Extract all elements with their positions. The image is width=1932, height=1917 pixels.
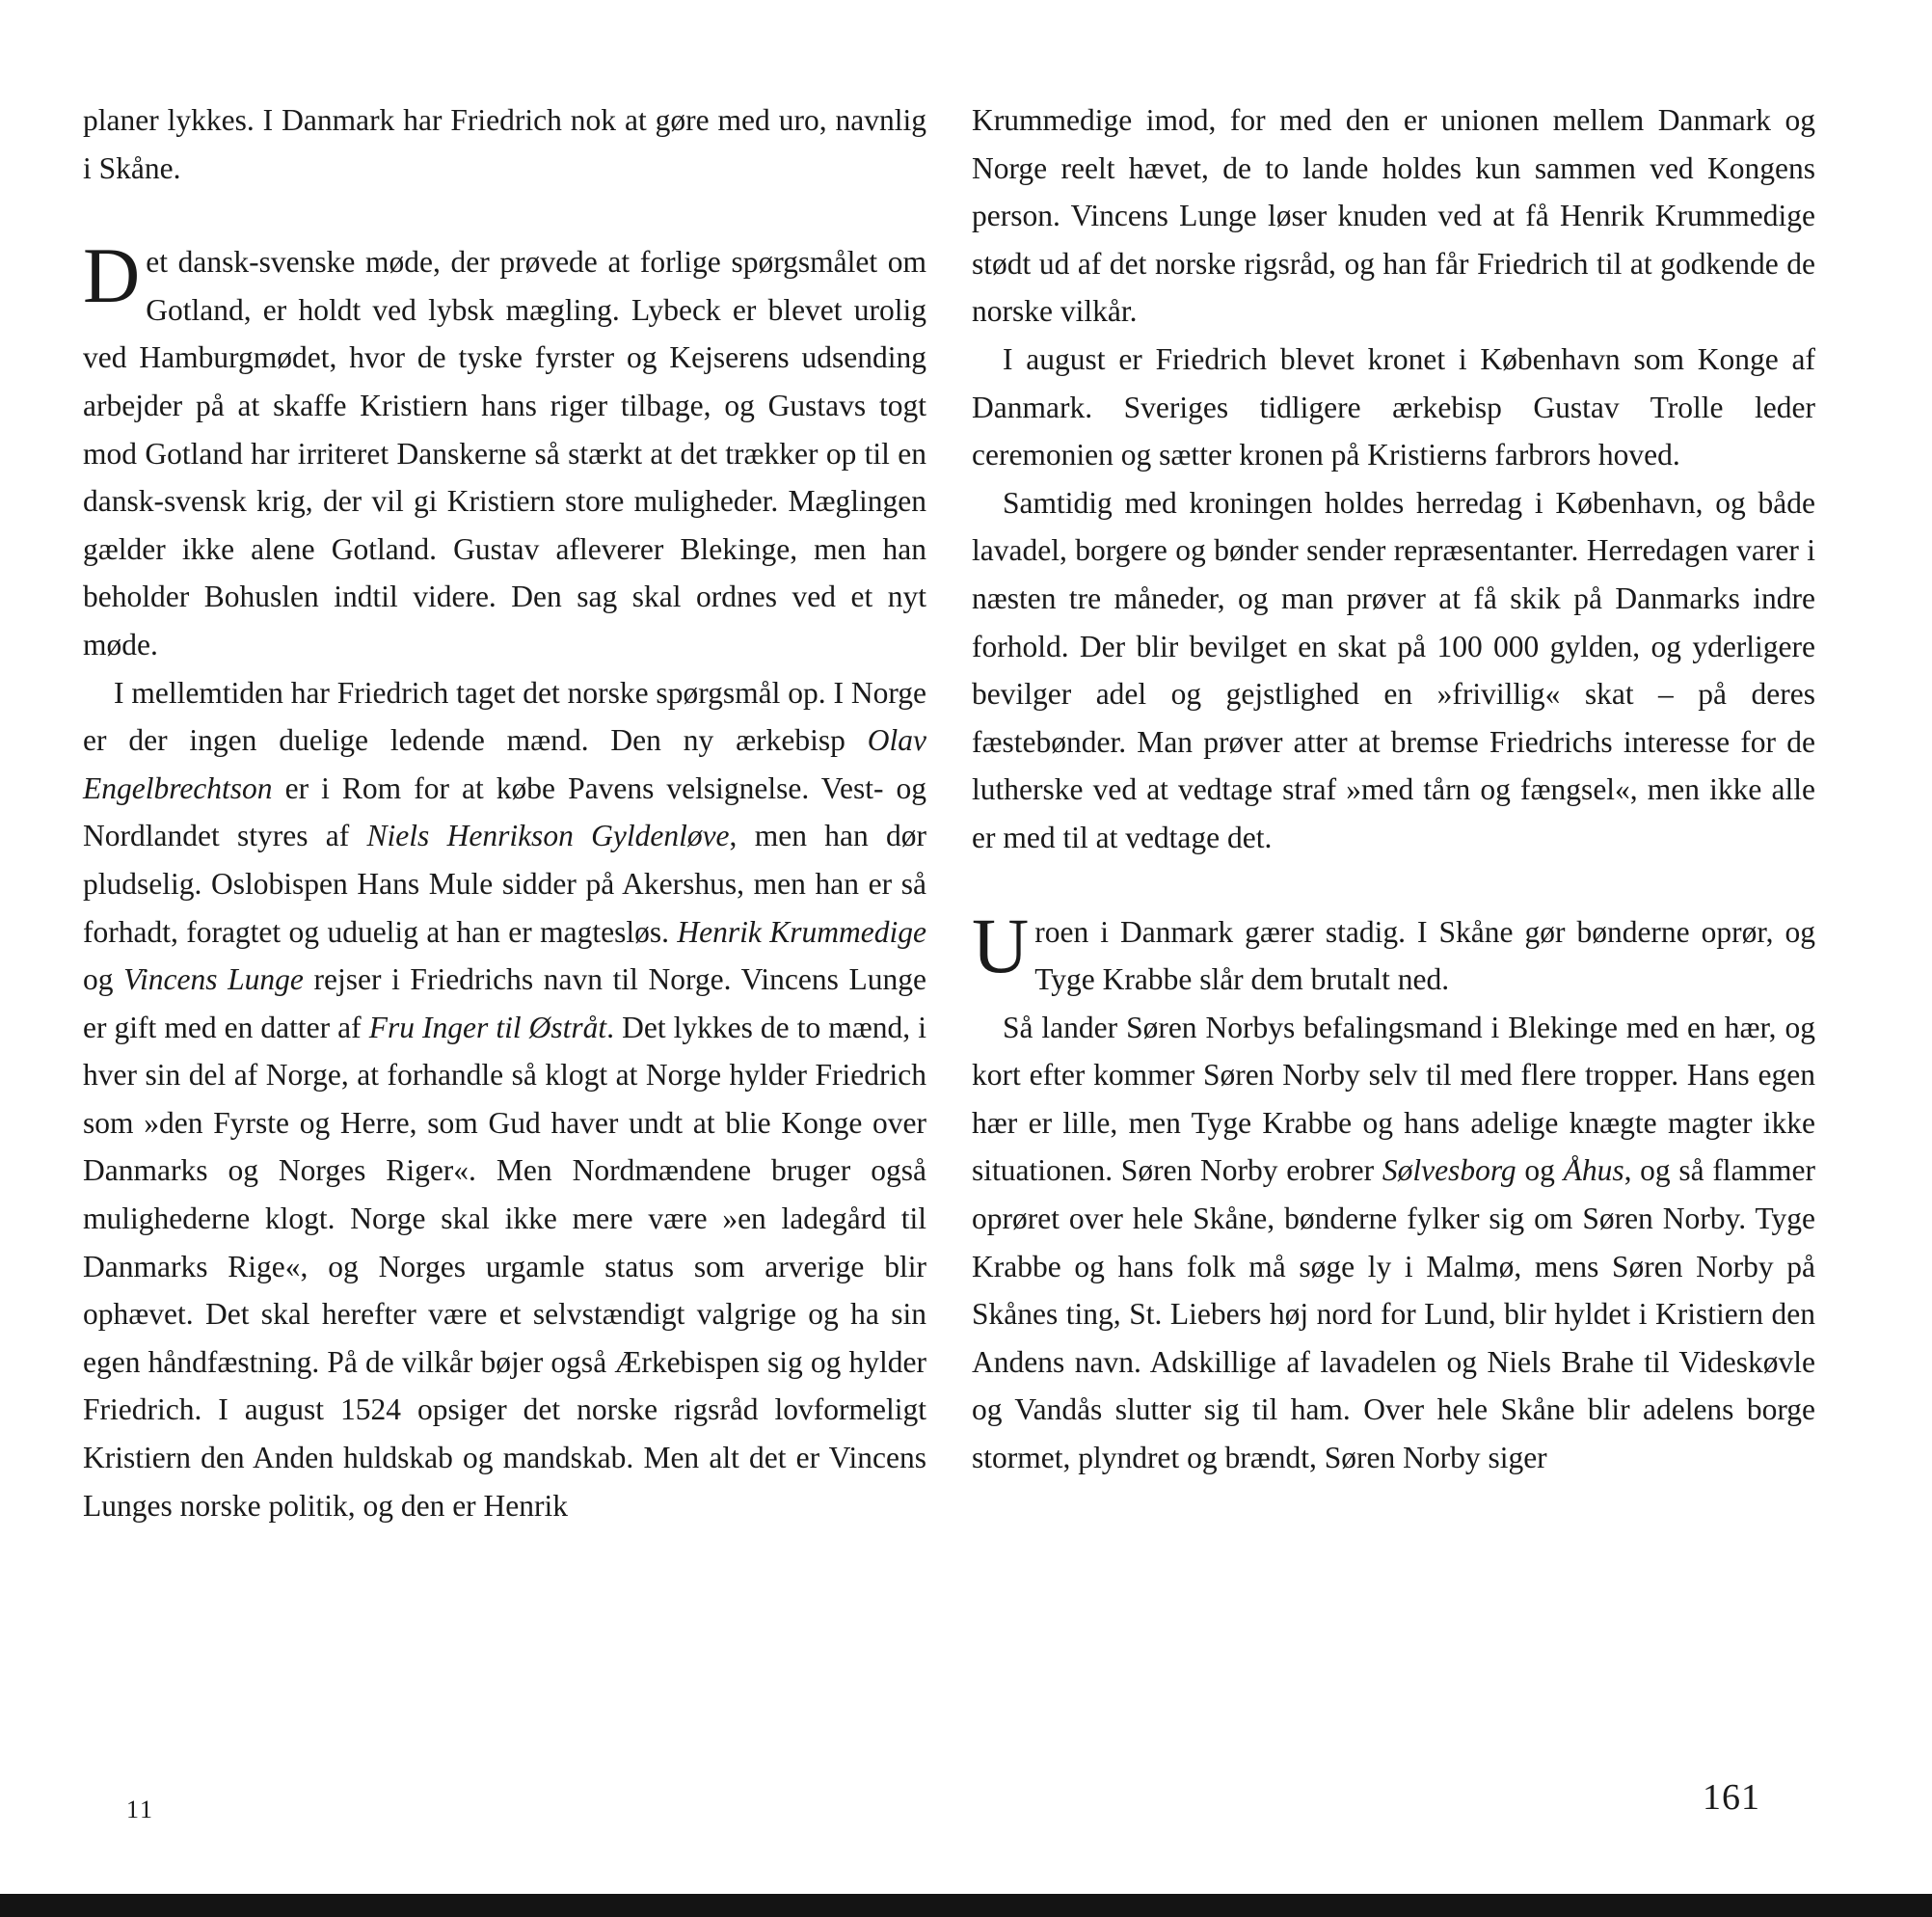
paragraph (83, 669, 926, 1530)
right-column (972, 96, 1815, 1482)
paragraph (972, 1004, 1815, 1482)
paragraph-text: Krummedige imod, for med den er unionen mellem Danmark og Norge reelt hævet, de to lande holdes kun sammen ved Kongens person. Vincens Lunge løser knuden ved at få Henrik Krummedige stødt ud af det norske rigsråd, og han får Friedrich til at godkende de norske vilkår. (972, 103, 1815, 329)
paragraph-text: roen i Danmark gærer stadig. I Skåne gør bønderne oprør, og Tyge Krabbe slår dem brutalt ned. (1034, 914, 1815, 997)
paragraph-text: I august er Friedrich blevet kronet i København som Konge af Danmark. Sveriges tidligere ærkebisp Gustav Trolle leder ceremonien og sætter kronen på Kristierns farbrors hoved. (972, 341, 1815, 472)
paragraph-text: planer lykkes. I Danmark har Friedrich nok at gøre med uro, navnlig i Skåne. (83, 103, 926, 185)
paragraph-text: Samtidig med kroningen holdes herredag i København, og både lavadel, borgere og bønder sender repræsentanter. Herredagen varer i næsten tre måneder, og man prøver at få skik på Danmarks indre forhold. Der blir bevilget en skat på 100 000 gylden, og yderligere bevilger adel og gejstlighed en »frivillig« skat – på deres fæstebønder. Man prøver atter at bremse Friedrichs interesse for de lutherske ved at vedtage straf »med tårn og fængsel«, men ikke alle er med til at vedtage det. (972, 485, 1815, 854)
paragraph-text: , men han dør pludselig. Oslobispen Hans Mule sidder på Akershus, men han er så forhadt, foragtet og uduelig at han er magtesløs. (83, 819, 926, 949)
italic-name: Niels Henrikson Gyldenløve (366, 819, 730, 853)
paragraph-text: , og så flammer oprøret over hele Skåne, bønderne fylker sig om Søren Norby. Tyge Krabbe og hans folk må søge ly i Malmø, mens Søren Norby på Skånes ting, St. Liebers høj nord for Lund, blir hyldet i Kristiern den Andens navn. Adskillige af lavadelen og Niels Brahe til Videskøvle og Vandås slutter sig til ham. Over hele Skåne blir adelens borge stormet, plyndret og brændt, Søren Norby siger (972, 1153, 1816, 1475)
page-number: 161 (1703, 1777, 1760, 1818)
italic-name: Vincens Lunge (123, 962, 304, 997)
paragraph-text: og (83, 962, 124, 997)
paragraph (972, 96, 1815, 336)
italic-name: Olav Engelbrechtson (83, 723, 926, 805)
italic-name: Fru Inger til Østråt (368, 1010, 607, 1044)
paragraph-text: Så lander Søren Norbys befalingsmand i Blekinge med en hær, og kort efter kommer Søren Norby selv til med flere tropper. Hans egen hær er lille, men Tyge Krabbe og hans adelige knægte magter ikke situationen. Søren Norby erobrer (972, 1010, 1815, 1188)
italic-name: Sølvesborg (1382, 1153, 1516, 1188)
italic-name: Åhus (1563, 1153, 1624, 1188)
signature-mark: 11 (126, 1796, 155, 1823)
paragraph-text: rejser i Friedrichs navn til Norge. Vincens Lunge er gift med en datter af (83, 962, 926, 1044)
paragraph-text: et dansk-svenske møde, der prøvede at forlige spørgsmålet om Gotland, er holdt ved lybsk mægling. Lybeck er blevet urolig ved Hamburgmødet, hvor de tyske fyrster og Kejserens udsending arbejder på at skaffe Kristiern hans riger tilbage, og Gustavs togt mod Gotland har irriteret Danskerne så stærkt at det trækker op til en dansk-svensk krig, der vil gi Kristiern store muligheder. Mæglingen gælder ikke alene Gotland. Gustav afleverer Blekinge, men han beholder Bohuslen indtil videre. Den sag skal ordnes ved et nyt møde. (83, 245, 926, 662)
paragraph-with-dropcap (83, 231, 926, 668)
paragraph (83, 96, 926, 192)
paragraph (972, 336, 1815, 479)
paragraph-text: er i Rom for at købe Pavens velsignelse. Vest- og Nordlandet styres af (83, 770, 926, 853)
paragraph-text: I mellemtiden har Friedrich taget det norske spørgsmål op. I Norge er der ingen duelige ledende mænd. Den ny ærkebisp (83, 675, 926, 758)
paragraph-text: og (1516, 1153, 1564, 1188)
scan-edge-band (0, 1894, 1932, 1917)
paragraph-with-dropcap (972, 901, 1815, 1004)
left-column (83, 96, 926, 1529)
drop-cap: D (83, 231, 141, 320)
italic-name: Henrik Krummedige (677, 914, 927, 949)
paragraph-text: . Det lykkes de to mænd, i hver sin del af Norge, at forhandle så klogt at Norge hylder Friedrich som »den Fyrste og Herre, som Gud haver undt at blie Konge over Danmarks og Norges Riger«. Men Nordmændene bruger også mulighederne klogt. Norge skal ikke mere være »en ladegård til Danmarks Rige«, og Norges urgamle status som arverige blir ophævet. Det skal herefter være et selvstændigt valgrige og ha sin egen håndfæstning. På de vilkår bøjer også Ærkebispen sig og hylder Friedrich. I august 1524 opsiger det norske rigsråd lovformeligt Kristiern den Anden huldskab og mandskab. Men alt det er Vincens Lunges norske politik, og den er Henrik (83, 1010, 926, 1523)
paragraph (972, 479, 1815, 862)
drop-cap: U (972, 901, 1030, 989)
